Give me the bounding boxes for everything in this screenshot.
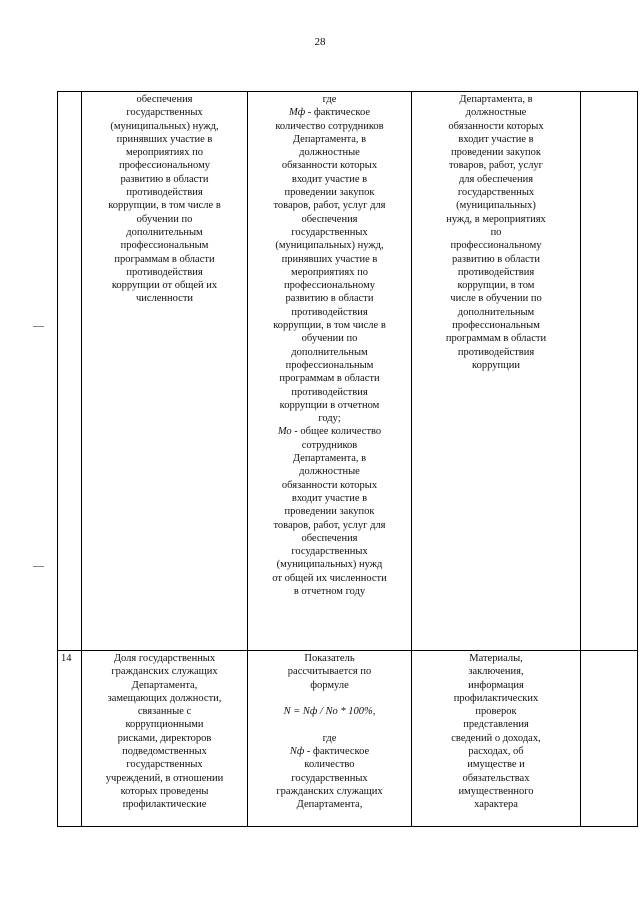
indicator-cell xyxy=(82,92,248,651)
row-number-cell xyxy=(58,92,82,651)
formula-cell xyxy=(248,651,412,827)
extra-cell xyxy=(581,651,638,827)
source-cell xyxy=(412,92,581,651)
indicator-cell xyxy=(82,651,248,827)
formula-text: Показатель рассчитывается по формуле N = Nф / No * 100%, где Nф - фактическое количество государственных гражданских служащих Департамента, xyxy=(276,653,383,811)
source-text: Департамента, в должностные обязанности которых входит участие в проведении закупок товаров, работ, услуг для обеспечения государственных (муниципальных) нужд, в мероприятиях по профессиональному развитию в области противодействия коррупции, в том числе в обучении по дополнительным профессиональным программам в области противодействия коррупции xyxy=(445,94,547,371)
table-row xyxy=(58,92,638,651)
source-cell xyxy=(412,651,581,827)
margin-mark xyxy=(33,566,44,567)
formula-cell xyxy=(248,92,412,651)
indicator-table xyxy=(57,91,638,827)
formula-text: где Мф - фактическое количество сотрудников Департамента, в должностные обязанности которых входит участие в проведении закупок товаров, работ, услуг для обеспечения государственных (муниципальных) нужд, принявших участие в мероприятиях по профессиональному развитию в области противодействия коррупции, в том числе в обучении по дополнительным профессиональным программам в области противодействия коррупции в отчетном году; Мо - общее количество сотрудников Департамента, в должностные обязанности которых входит участие в проведении закупок товаров, работ, услуг для обеспечения государственных (муниципальных) нужд от общей их численности в отчетном году xyxy=(272,94,387,597)
row-number: 14 xyxy=(61,653,72,664)
table-row xyxy=(58,651,638,827)
margin-mark xyxy=(33,326,44,327)
extra-cell xyxy=(581,92,638,651)
page-number: 28 xyxy=(314,36,326,48)
row-number-cell xyxy=(58,651,82,827)
indicator-text: обеспечения государственных (муниципальных) нужд, принявших участие в мероприятиях по профессиональному развитию в области противодействия коррупции, в том числе в обучении по дополнительным профессиональным программам в области противодействия коррупции от общей их численности xyxy=(108,94,221,305)
source-text: Материалы, заключения, информация профилактических проверок представления сведений о доходах, расходах, об имуществе и обязательствах имущественного характера xyxy=(451,653,541,811)
indicator-text: Доля государственных гражданских служащих Департамента, замещающих должности, связанные с коррупционными рисками, директоров подведомственных государственных учреждений, в отношении которых проведены профилактические xyxy=(105,653,224,811)
